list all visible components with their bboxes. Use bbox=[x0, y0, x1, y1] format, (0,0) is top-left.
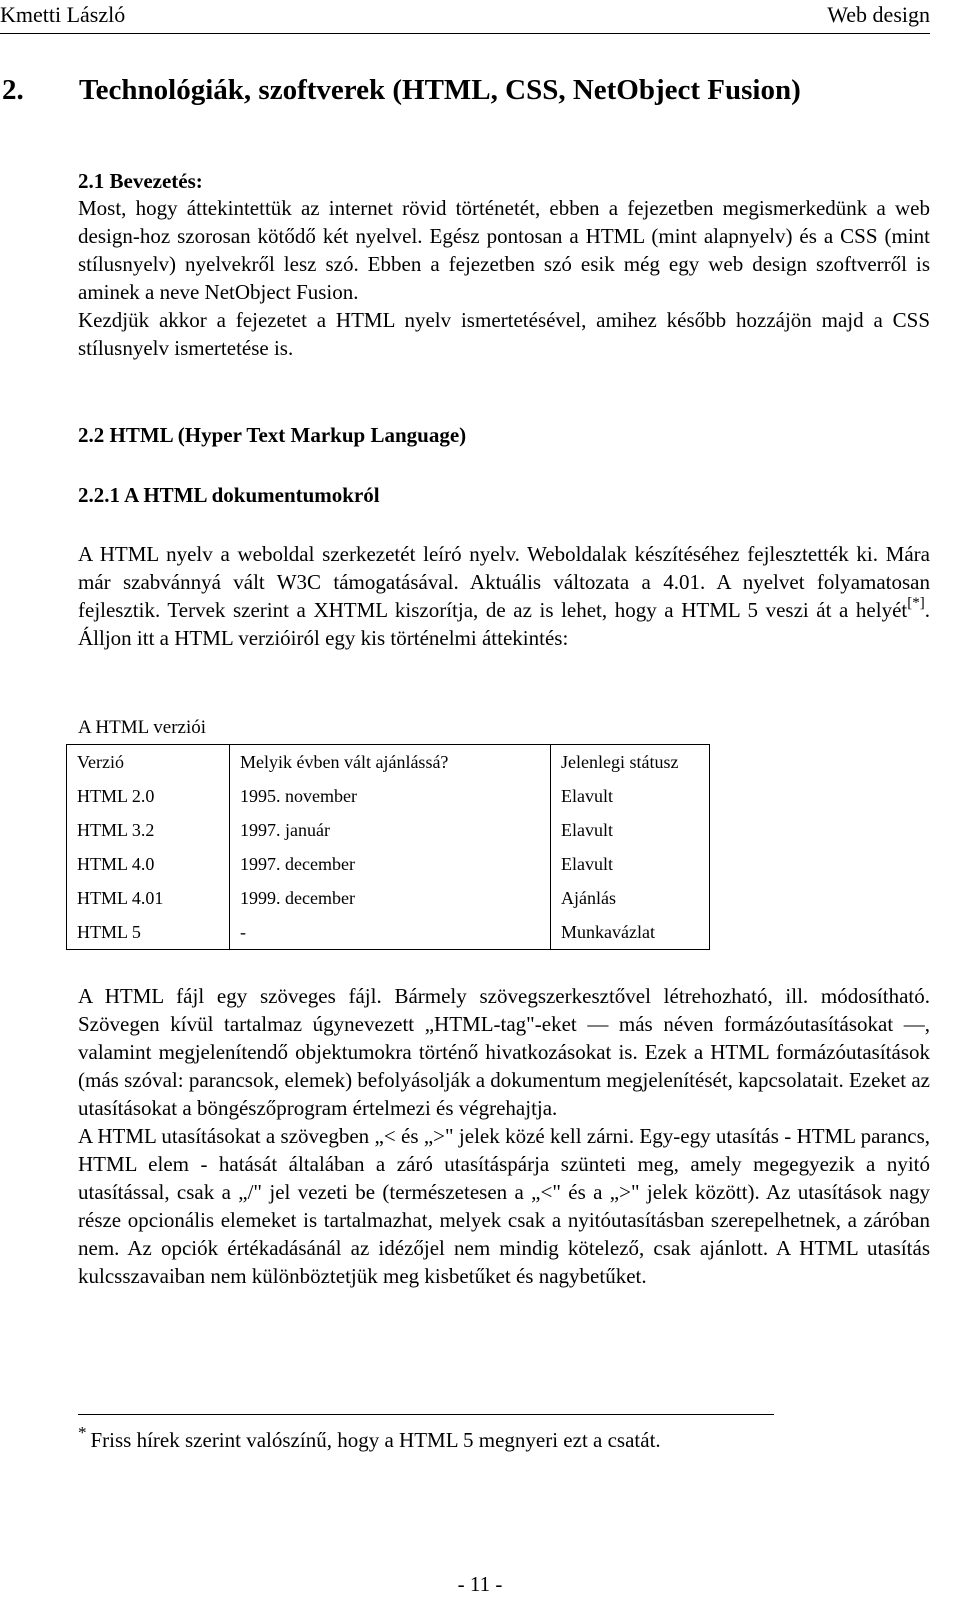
header-rule bbox=[0, 33, 930, 34]
chapter-number: 2. bbox=[2, 74, 24, 106]
cell-version: HTML 5 bbox=[67, 915, 230, 950]
body-paragraph-1: A HTML fájl egy szöveges fájl. Bármely szövegszerkesztővel létrehozható, ill. módosítható. Szövegen kívül tartalmaz úgynevezett „HTML-tag"-eket — más néven formázóutasításokat —, valamint megjelenítendő objektumokra történő hivatkozásokat is. Ezek a HTML formázóutasítások (más szóval: parancsok, elemek) befolyásolják a dokumentum megjelenítését, kapcsolatait. Ezeket az utasításokat a böngészőprogram értelmezi és végrehajtja. bbox=[78, 984, 930, 1120]
header-author: Kmetti László bbox=[0, 2, 126, 27]
chapter-title: Technológiák, szoftverek (HTML, CSS, NetObject Fusion) bbox=[79, 74, 801, 106]
header-subject: Web design bbox=[827, 2, 930, 27]
table-caption: A HTML verziói bbox=[78, 717, 207, 738]
section-heading-2-2-1: 2.2.1 A HTML dokumentumokról bbox=[78, 483, 380, 507]
table-row bbox=[67, 881, 710, 915]
footnote-mark: * bbox=[78, 1423, 87, 1442]
cell-year: 1995. november bbox=[230, 779, 551, 813]
cell-year: - bbox=[230, 915, 551, 950]
intro-paragraph-1: Most, hogy áttekintettük az internet rövid történetét, ebben a fejezetben megismerkedünk a web design-hoz szorosan kötődő két nyelvel. Egész pontosan a HTML (mint alapnyelv) és a CSS (mint stílusnyelv) nyelvekről lesz szó. Ebben a fejezetben szó esik még egy web design szoftverről is aminek a neve NetObject Fusion. bbox=[78, 196, 930, 304]
cell-status: Elavult bbox=[551, 813, 710, 847]
footnote-text: Friss hírek szerint valószínű, hogy a HTML 5 megnyeri ezt a csatát. bbox=[90, 1428, 661, 1452]
body-text bbox=[78, 982, 930, 1290]
html-docs-paragraph bbox=[78, 540, 930, 652]
html-versions-table bbox=[66, 744, 710, 950]
table-row bbox=[67, 779, 710, 813]
cell-status: Munkavázlat bbox=[551, 915, 710, 950]
table-row bbox=[67, 915, 710, 950]
html-docs-text-cont: . Álljon itt a HTML verzióiról egy kis történelmi áttekintés: bbox=[78, 598, 930, 650]
page-number: - 11 - bbox=[457, 1572, 503, 1596]
cell-version: HTML 3.2 bbox=[67, 813, 230, 847]
footnote-reference[interactable]: [*] bbox=[907, 595, 925, 611]
table-row bbox=[67, 813, 710, 847]
header-cell-version: Verzió bbox=[67, 745, 230, 780]
intro-text bbox=[78, 194, 930, 362]
header-cell-year: Melyik évben vált ajánlássá? bbox=[230, 745, 551, 780]
footnote-separator bbox=[78, 1414, 774, 1415]
table-row bbox=[67, 847, 710, 881]
cell-status: Elavult bbox=[551, 779, 710, 813]
header-cell-status: Jelenlegi státusz bbox=[551, 745, 710, 780]
cell-year: 1997. január bbox=[230, 813, 551, 847]
body-paragraph-2: A HTML utasításokat a szövegben „< és „>" jelek közé kell zárni. Egy-egy utasítás - HTML parancs, HTML elem - hatását általában a záró utasításpárja szünteti meg, amely megegyezik a nyitó utasítással, csak a „/" jel vezeti be (természetesen a „<" és a „>" jelek között). Az utasítások nagy része opcionális elemeket is tartalmazhat, melyek csak a nyitóutasításban szerepelhetnek, a záróban nem. Az opciók értékadásánál az idézőjel nem mindig kötelező, csak ajánlott. A HTML utasítás kulcsszavaiban nem különböztetjük meg kisbetűket és nagybetűket. bbox=[78, 1124, 930, 1288]
cell-version: HTML 4.0 bbox=[67, 847, 230, 881]
chapter-heading bbox=[2, 72, 801, 108]
table-header-row bbox=[67, 745, 710, 780]
footnote bbox=[78, 1420, 661, 1453]
section-heading-2-1: 2.1 Bevezetés: bbox=[78, 169, 203, 193]
cell-status: Ajánlás bbox=[551, 881, 710, 915]
cell-year: 1999. december bbox=[230, 881, 551, 915]
cell-year: 1997. december bbox=[230, 847, 551, 881]
intro-paragraph-2: Kezdjük akkor a fejezetet a HTML nyelv ismertetésével, amihez később hozzájön majd a CSS stílusnyelv ismertetése is. bbox=[78, 308, 930, 360]
cell-status: Elavult bbox=[551, 847, 710, 881]
section-heading-2-2: 2.2 HTML (Hyper Text Markup Language) bbox=[78, 423, 467, 447]
cell-version: HTML 4.01 bbox=[67, 881, 230, 915]
cell-version: HTML 2.0 bbox=[67, 779, 230, 813]
html-docs-text: A HTML nyelv a weboldal szerkezetét leíró nyelv. Weboldalak készítéséhez fejlesztették ki. Mára már szabvánnyá vált W3C támogatásával. Aktuális változata a 4.01. A nyelvet folyamatosan fejlesztik. Tervek szerint a XHTML kiszorítja, de az is lehet, hogy a HTML 5 veszi át a helyét bbox=[78, 542, 930, 622]
